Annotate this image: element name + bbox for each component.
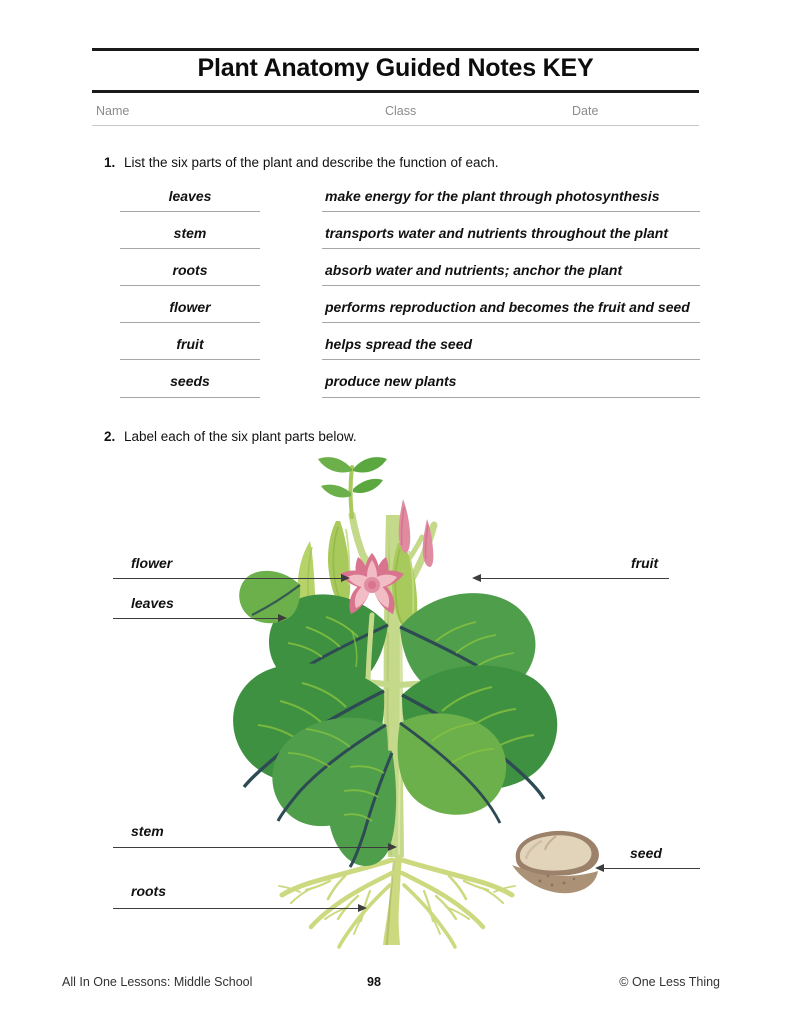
- answer-function[interactable]: helps spread the seed: [325, 336, 473, 352]
- answer-line-right: [322, 211, 700, 212]
- footer-series-label: All In One Lessons: Middle School: [62, 975, 253, 989]
- answer-function[interactable]: absorb water and nutrients; anchor the plant: [325, 262, 623, 278]
- question-1-number: 1.: [104, 155, 116, 170]
- top-sprout-graphic: [318, 457, 387, 517]
- roots-graphic: [279, 855, 515, 947]
- answer-line-right: [322, 359, 700, 360]
- callout-label-leaves: leaves: [131, 595, 174, 611]
- plant-diagram: [0, 455, 791, 955]
- date-label: Date: [572, 104, 599, 118]
- answer-part[interactable]: roots: [172, 262, 208, 278]
- answer-function[interactable]: produce new plants: [325, 373, 457, 389]
- answer-line-left: [120, 285, 260, 286]
- arrow-head-seed: [595, 864, 604, 872]
- plant-illustration: [0, 455, 791, 955]
- seed-graphic: [512, 831, 599, 893]
- answer-line-left: [120, 211, 260, 212]
- answer-line-right: [322, 397, 700, 398]
- callout-line-flower: [113, 578, 341, 579]
- arrow-head-roots: [358, 904, 367, 912]
- callout-label-stem: stem: [131, 823, 164, 839]
- arrow-head-leaves: [278, 614, 287, 622]
- answer-line-right: [322, 248, 700, 249]
- footer-page-number: 98: [367, 975, 381, 989]
- answer-part[interactable]: fruit: [176, 336, 204, 352]
- callout-line-seed: [604, 868, 700, 869]
- answer-line-right: [322, 322, 700, 323]
- callout-line-leaves: [113, 618, 278, 619]
- page-footer: [62, 975, 720, 993]
- answer-function[interactable]: transports water and nutrients throughout the plant: [325, 225, 668, 241]
- answer-function[interactable]: performs reproduction and becomes the fruit and seed: [325, 299, 690, 315]
- name-class-date-rule: [92, 125, 699, 126]
- footer-copyright: © One Less Thing: [619, 975, 720, 989]
- header-rule-bottom: [92, 90, 699, 93]
- question-2-prompt: Label each of the six plant parts below.: [124, 429, 357, 444]
- answer-line-left: [120, 248, 260, 249]
- page-title: Plant Anatomy Guided Notes KEY: [197, 54, 594, 82]
- arrow-head-stem: [388, 843, 397, 851]
- callout-line-fruit: [481, 578, 669, 579]
- answer-part[interactable]: leaves: [168, 188, 212, 204]
- question-2-number: 2.: [104, 429, 116, 444]
- callout-label-seed: seed: [630, 845, 662, 861]
- arrow-head-flower: [341, 574, 350, 582]
- callout-label-roots: roots: [131, 883, 166, 899]
- name-class-date-row: [92, 104, 699, 124]
- answer-part[interactable]: seeds: [170, 373, 210, 389]
- answer-line-right: [322, 285, 700, 286]
- answer-line-left: [120, 322, 260, 323]
- name-label: Name: [96, 104, 130, 118]
- callout-line-stem: [113, 847, 388, 848]
- header-rule-top: [92, 48, 699, 51]
- answer-part[interactable]: stem: [173, 225, 207, 241]
- callout-label-fruit: fruit: [631, 555, 659, 571]
- callout-line-roots: [113, 908, 358, 909]
- class-label: Class: [385, 104, 417, 118]
- arrow-head-fruit: [472, 574, 481, 582]
- answer-function[interactable]: make energy for the plant through photosynthesis: [325, 188, 660, 204]
- question-1-prompt: List the six parts of the plant and describe the function of each.: [124, 155, 499, 170]
- callout-label-flower: flower: [131, 555, 173, 571]
- answer-part[interactable]: flower: [169, 299, 211, 315]
- answer-line-left: [120, 359, 260, 360]
- answer-line-left: [120, 397, 260, 398]
